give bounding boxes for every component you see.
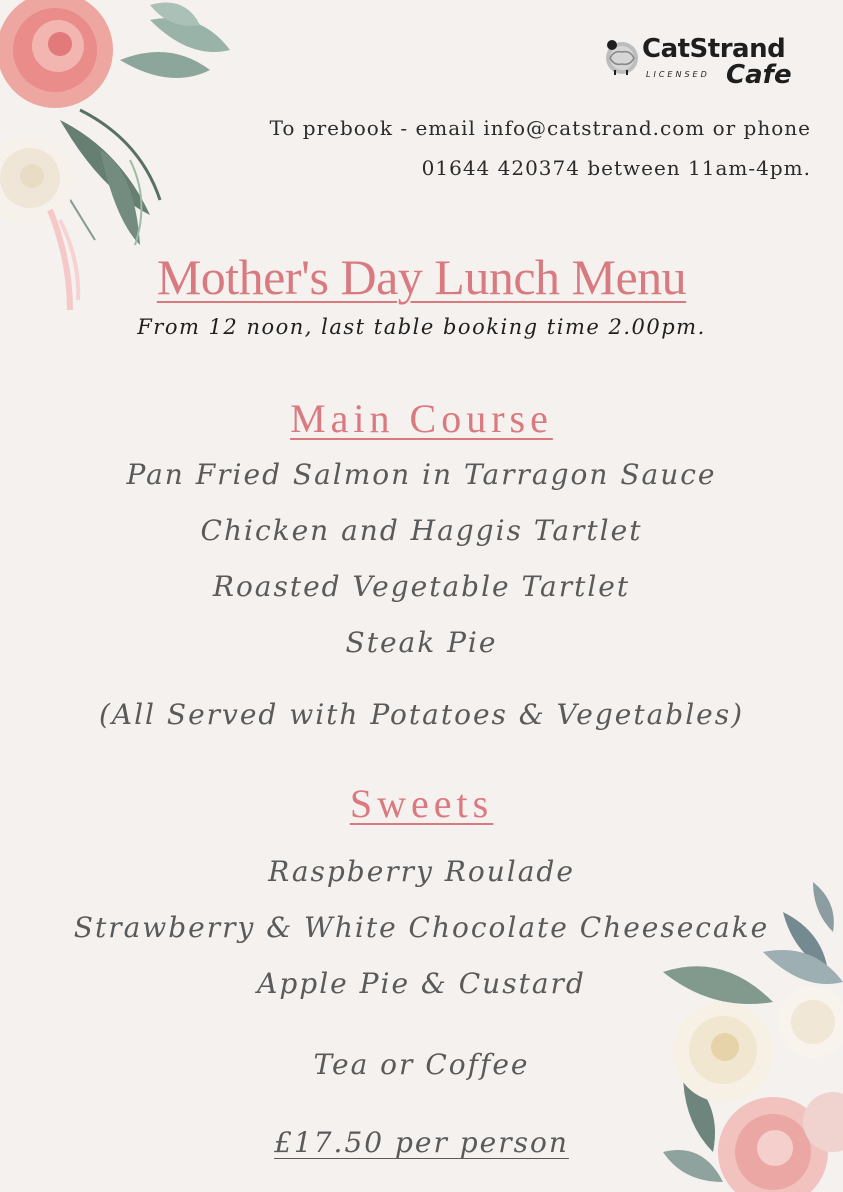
sheep-logo-icon bbox=[600, 36, 640, 76]
main-course-item: Steak Pie bbox=[345, 626, 498, 659]
drinks-item: Tea or Coffee bbox=[313, 1048, 530, 1081]
prebook-line-1: To prebook - email info@catstrand.com or phone bbox=[269, 116, 811, 140]
main-course-note: (All Served with Potatoes & Vegetables) bbox=[98, 698, 745, 731]
sweets-heading-text: Sweets bbox=[349, 781, 494, 826]
sweets-heading bbox=[0, 780, 843, 827]
main-course-heading bbox=[0, 395, 843, 442]
logo-name: CatStrand bbox=[642, 34, 786, 64]
menu-subtitle: From 12 noon, last table booking time 2.00pm. bbox=[137, 315, 706, 339]
main-course-heading-text: Main Course bbox=[290, 396, 553, 441]
sweets-item: Strawberry & White Chocolate Cheesecake bbox=[73, 911, 770, 944]
price-text: £17.50 per person bbox=[274, 1126, 569, 1159]
menu-title-text: Mother's Day Lunch Menu bbox=[156, 249, 687, 305]
prebook-line-2: 01644 420374 between 11am-4pm. bbox=[421, 156, 811, 180]
sweets-item: Apple Pie & Custard bbox=[257, 967, 586, 1000]
logo-cafe: Cafe bbox=[726, 60, 792, 90]
prebook-info bbox=[191, 108, 811, 188]
main-course-item: Pan Fried Salmon in Tarragon Sauce bbox=[126, 458, 717, 491]
catstrand-logo bbox=[600, 34, 810, 92]
logo-licensed: LICENSED bbox=[646, 70, 710, 79]
sweets-item: Raspberry Roulade bbox=[268, 855, 575, 888]
menu-title bbox=[0, 248, 843, 306]
main-course-item: Roasted Vegetable Tartlet bbox=[212, 570, 631, 603]
price bbox=[0, 1126, 843, 1159]
main-course-item: Chicken and Haggis Tartlet bbox=[200, 514, 643, 547]
